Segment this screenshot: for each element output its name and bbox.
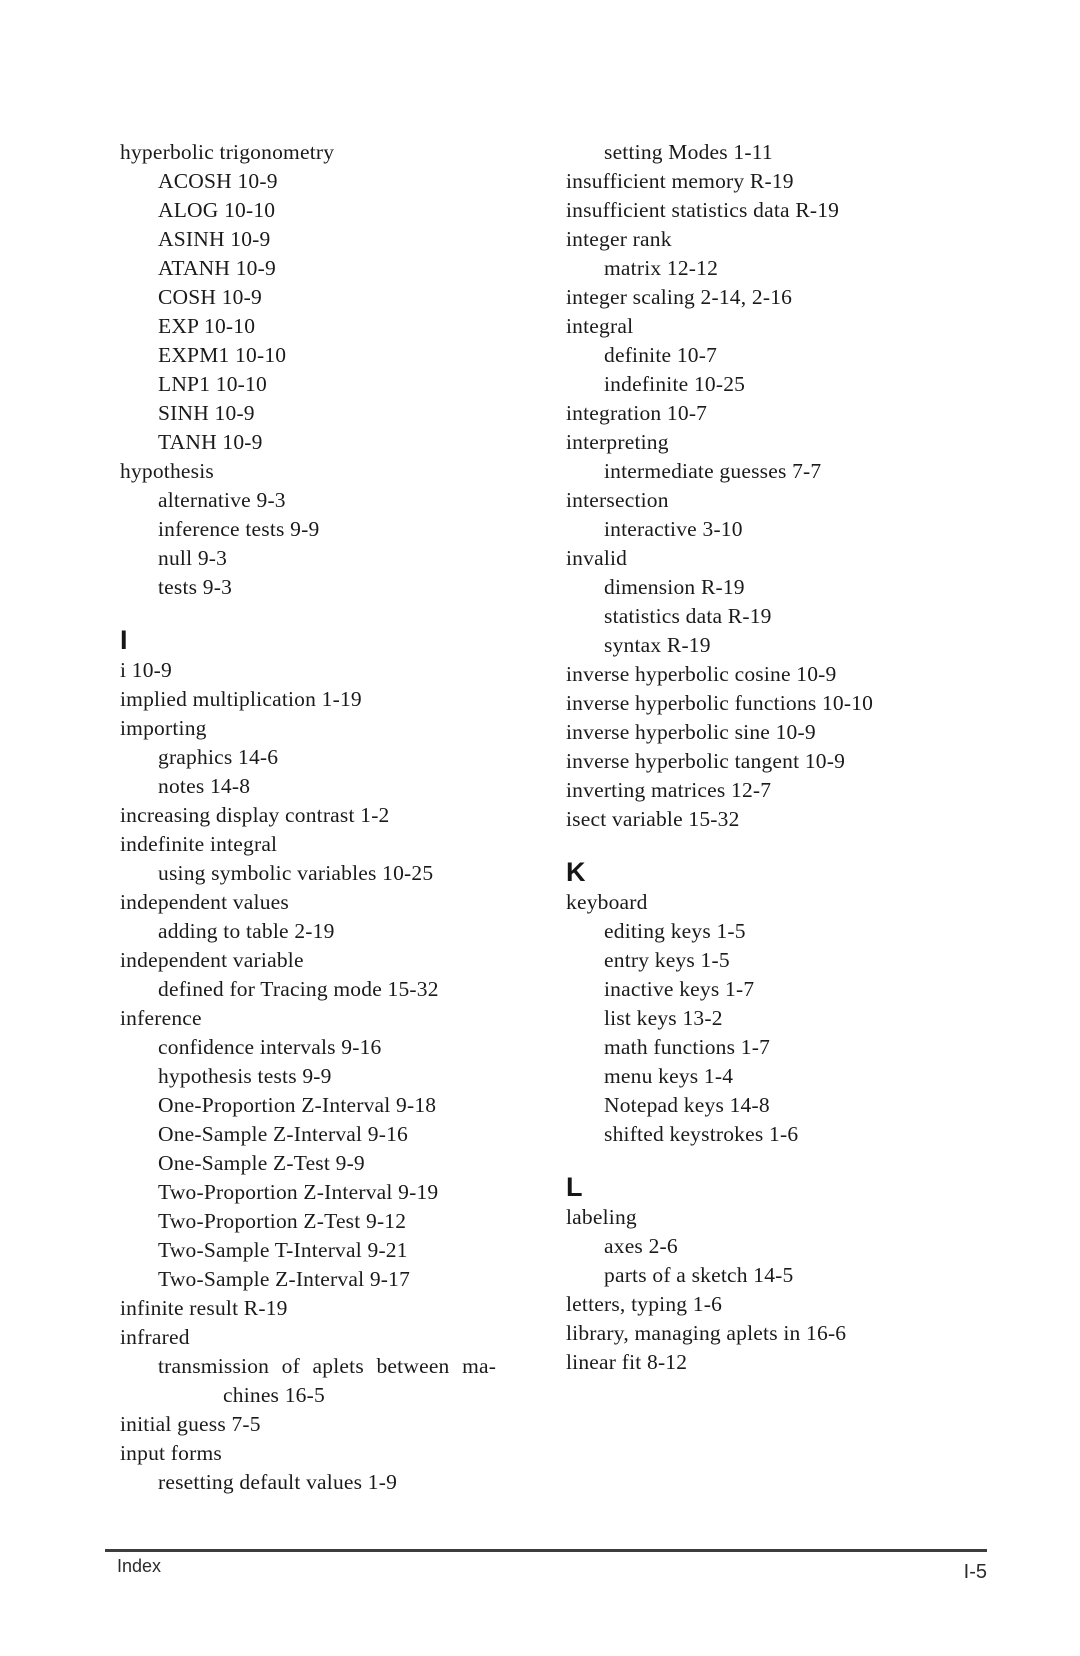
index-entry: EXPM1 10-10 — [158, 343, 287, 367]
index-entry: adding to table 2-19 — [158, 919, 335, 943]
index-entry: indefinite 10-25 — [604, 372, 746, 396]
index-entry: infinite result R-19 — [120, 1296, 288, 1320]
footer-page-number: I-5 — [963, 1561, 987, 1583]
index-entry: input forms — [120, 1441, 222, 1465]
index-entry: integration 10-7 — [566, 401, 708, 425]
index-entry: defined for Tracing mode 15-32 — [158, 977, 439, 1001]
index-entry: ALOG 10-10 — [158, 198, 276, 222]
index-entry: initial guess 7-5 — [120, 1412, 261, 1436]
index-entry: inverting matrices 12-7 — [566, 778, 772, 802]
index-entry: insufficient statistics data R-19 — [566, 198, 840, 222]
index-entry: definite 10-7 — [604, 343, 718, 367]
index-entry: integer scaling 2-14, 2-16 — [566, 285, 793, 309]
section-heading-l: L — [566, 1172, 583, 1202]
index-entry: graphics 14-6 — [158, 745, 279, 769]
index-entry: alternative 9-3 — [158, 488, 286, 512]
index-entry: Notepad keys 14-8 — [604, 1093, 770, 1117]
index-entry: math functions 1-7 — [604, 1035, 771, 1059]
index-entry: Two-Sample T-Interval 9-21 — [158, 1238, 408, 1262]
index-entry: hypothesis — [120, 459, 214, 483]
index-entry: TANH 10-9 — [158, 430, 263, 454]
index-entry: intersection — [566, 488, 669, 512]
index-entry: importing — [120, 716, 207, 740]
index-entry: insufficient memory R-19 — [566, 169, 794, 193]
index-entry: tests 9-3 — [158, 575, 233, 599]
index-entry: linear fit 8-12 — [566, 1350, 688, 1374]
index-entry: isect variable 15-32 — [566, 807, 740, 831]
index-entry: shifted keystrokes 1-6 — [604, 1122, 799, 1146]
index-entry: matrix 12-12 — [604, 256, 719, 280]
index-entry: ATANH 10-9 — [158, 256, 276, 280]
index-entry: parts of a sketch 14-5 — [604, 1263, 794, 1287]
index-entry: inverse hyperbolic tangent 10-9 — [566, 749, 846, 773]
index-entry: inverse hyperbolic functions 10-10 — [566, 691, 874, 715]
index-entry: invalid — [566, 546, 628, 570]
index-entry: implied multiplication 1-19 — [120, 687, 362, 711]
index-entry: library, managing aplets in 16-6 — [566, 1321, 847, 1345]
index-entry: syntax R-19 — [604, 633, 711, 657]
index-entry: One-Proportion Z-Interval 9-18 — [158, 1093, 437, 1117]
section-heading-i: I — [120, 625, 128, 655]
index-entry: entry keys 1-5 — [604, 948, 730, 972]
index-entry: inverse hyperbolic cosine 10-9 — [566, 662, 837, 686]
index-entry: confidence intervals 9-16 — [158, 1035, 382, 1059]
index-entry: Two-Proportion Z-Interval 9-19 — [158, 1180, 439, 1204]
index-entry: infrared — [120, 1325, 190, 1349]
index-column-left — [120, 138, 528, 1497]
index-entry: inference tests 9-9 — [158, 517, 320, 541]
index-entry: menu keys 1-4 — [604, 1064, 734, 1088]
index-entry: setting Modes 1-11 — [604, 140, 773, 164]
index-entry: Two-Proportion Z-Test 9-12 — [158, 1209, 407, 1233]
index-entry: using symbolic variables 10-25 — [158, 861, 434, 885]
footer-section-label: Index — [117, 1556, 162, 1576]
index-entry: COSH 10-9 — [158, 285, 262, 309]
index-entry: SINH 10-9 — [158, 401, 255, 425]
index-entry: integral — [566, 314, 634, 338]
index-entry: intermediate guesses 7-7 — [604, 459, 822, 483]
index-entry: i 10-9 — [120, 658, 172, 682]
index-column-right — [566, 138, 1002, 1377]
index-entry: list keys 13-2 — [604, 1006, 723, 1030]
index-entry: interactive 3-10 — [604, 517, 743, 541]
index-entry: inactive keys 1-7 — [604, 977, 755, 1001]
section-heading-k: K — [566, 857, 586, 887]
index-entry: notes 14-8 — [158, 774, 251, 798]
index-entry: Two-Sample Z-Interval 9-17 — [158, 1267, 411, 1291]
index-entry: LNP1 10-10 — [158, 372, 267, 396]
index-entry: increasing display contrast 1-2 — [120, 803, 390, 827]
index-entry: One-Sample Z-Test 9-9 — [158, 1151, 365, 1175]
index-entry: ACOSH 10-9 — [158, 169, 278, 193]
index-entry: editing keys 1-5 — [604, 919, 746, 943]
index-entry: keyboard — [566, 890, 648, 914]
index-entry: ASINH 10-9 — [158, 227, 271, 251]
index-entry: chines 16-5 — [223, 1383, 325, 1407]
index-entry: inverse hyperbolic sine 10-9 — [566, 720, 816, 744]
index-entry: independent variable — [120, 948, 304, 972]
index-entry: null 9-3 — [158, 546, 228, 570]
index-entry: dimension R-19 — [604, 575, 745, 599]
index-entry: statistics data R-19 — [604, 604, 772, 628]
index-entry: hyperbolic trigonometry — [120, 140, 335, 164]
index-entry: EXP 10-10 — [158, 314, 256, 338]
index-entry: hypothesis tests 9-9 — [158, 1064, 332, 1088]
index-entry: transmission of aplets between ma- — [158, 1354, 497, 1378]
index-entry: axes 2-6 — [604, 1234, 678, 1258]
index-entry: labeling — [566, 1205, 637, 1229]
footer-rule — [105, 1549, 987, 1552]
index-entry: integer rank — [566, 227, 672, 251]
index-entry: interpreting — [566, 430, 669, 454]
index-entry: independent values — [120, 890, 289, 914]
index-entry: One-Sample Z-Interval 9-16 — [158, 1122, 408, 1146]
index-entry: resetting default values 1-9 — [158, 1470, 398, 1494]
index-entry: letters, typing 1-6 — [566, 1292, 723, 1316]
index-entry: indefinite integral — [120, 832, 278, 856]
index-entry: inference — [120, 1006, 202, 1030]
